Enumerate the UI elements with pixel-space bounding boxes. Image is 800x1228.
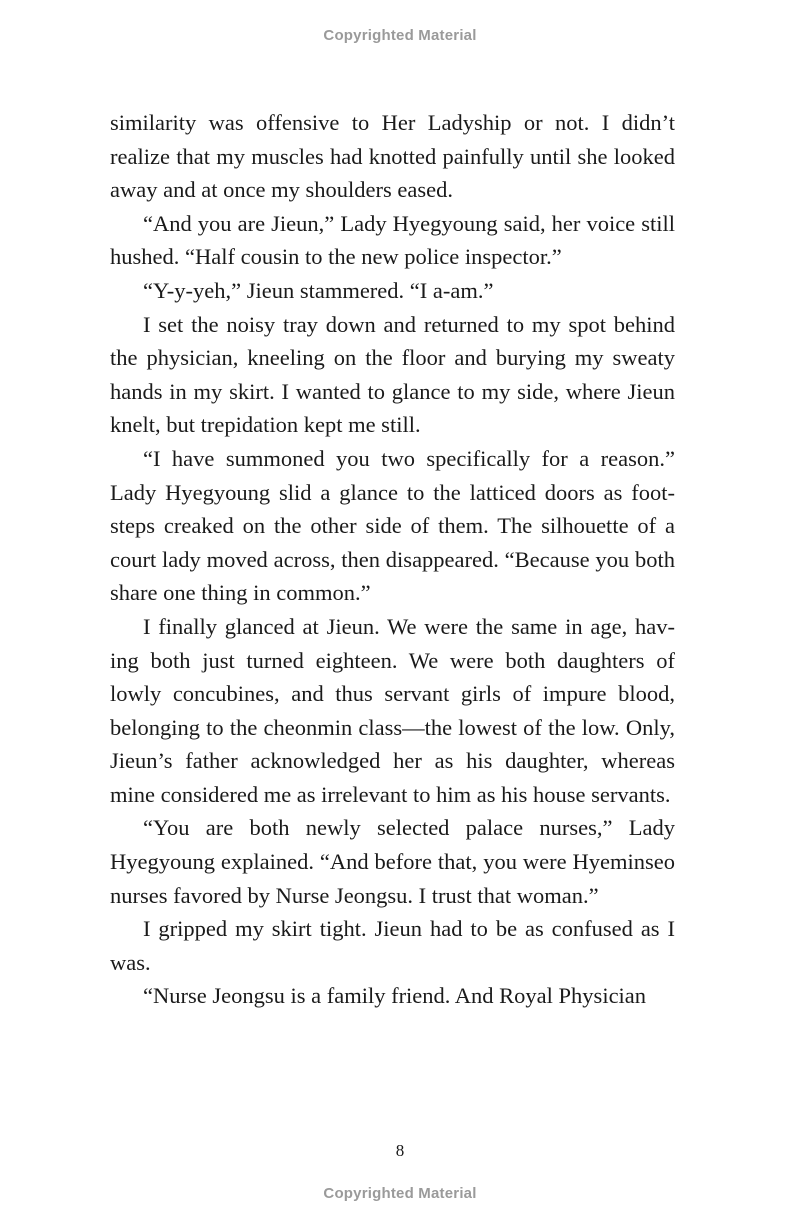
paragraph-7: “You are both newly selected palace nurses,” Lady Hyegyoung explained. “And before that, you were Hyeminseo nurses favored by Nurse Jeongsu. I trust that woman.” [110, 815, 675, 908]
paragraph-4: I set the noisy tray down and returned to my spot behind the physician, kneeling on the floor and burying my sweaty hands in my skirt. I wanted to glance to my side, where Jieun knelt, but trepidation kept me still. [110, 311, 675, 438]
paragraph-6: I finally glanced at Jieun. We were the same in age, hav-ing both just turned eighteen. We were both daughters of lowly concubines, and thus servant girls of impure blood, belonging to the cheonmin class—the lowest of the low. Only, Jieun’s father acknowledged her as his daughter, whereas mine considered me as irrelevant to him as his house servants. [110, 613, 675, 807]
page-number: 8 [395, 1141, 405, 1160]
paragraph-8: I gripped my skirt tight. Jieun had to be as confused as I was. [110, 916, 675, 975]
paragraph-3: “Y-y-yeh,” Jieun stammered. “I a-am.” [143, 277, 494, 303]
paragraph-1: similarity was offensive to Her Ladyship or not. I didn’t realize that my muscles had knotted painfully until she looked away and at once my shoulders eased. [110, 110, 675, 203]
paragraph-9: “Nurse Jeongsu is a family friend. And Royal Physician [143, 983, 647, 1009]
copyright-watermark-bottom: Copyrighted Material [323, 1185, 477, 1202]
book-text [110, 106, 675, 1013]
copyright-watermark-top: Copyrighted Material [323, 27, 477, 44]
paragraph-2: “And you are Jieun,” Lady Hyegyoung said, her voice still hushed. “Half cousin to the new police inspector.” [110, 210, 675, 270]
paragraph-5: “I have summoned you two specifically for a reason.” Lady Hyegyoung slid a glance to the latticed doors as foot-steps creaked on the other side of them. The silhouette of a court lady moved across, then disappeared. “Because you both share one thing in common.” [110, 445, 675, 606]
